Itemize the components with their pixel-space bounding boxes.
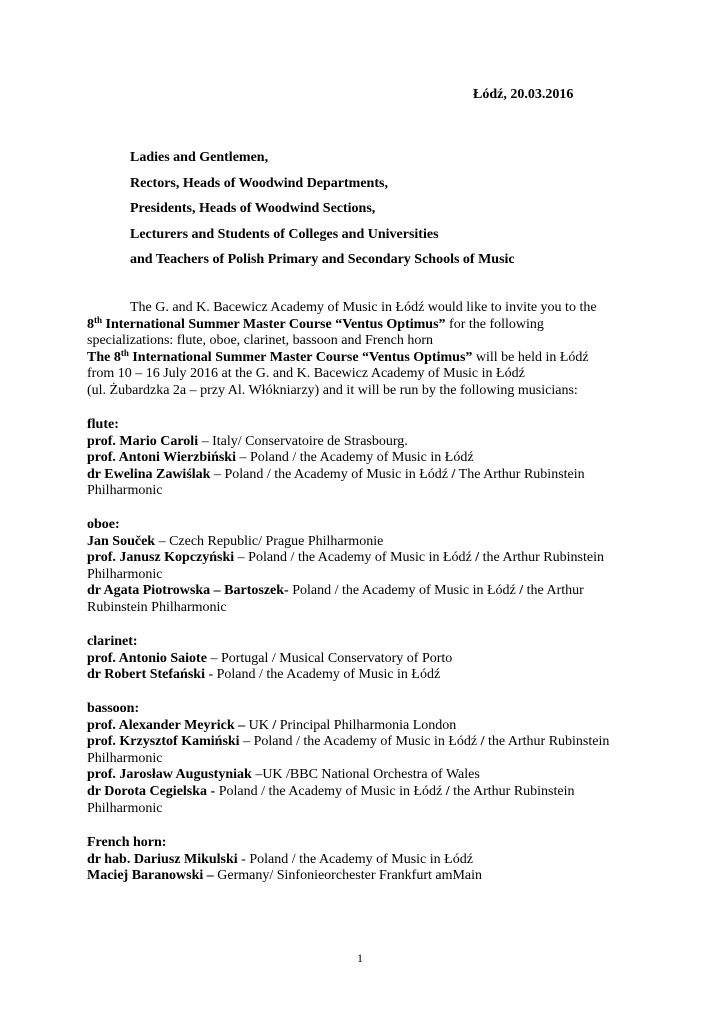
list-item [87,434,647,451]
salutation-line: Lecturers and Students of Colleges and Universities [130,226,439,242]
section-heading: French horn: [87,835,167,850]
instrument-section-clarinet [87,634,647,684]
salutation-block [130,150,515,278]
separator: / [451,466,456,482]
musician-detail: Poland / the Academy of Music in Łódź [215,783,446,799]
separator: / [519,583,524,599]
intro-text: will be held in Łódź [472,349,589,365]
list-item [87,667,647,684]
musician-name: prof. Mario Caroli [87,433,199,449]
list-item [87,550,647,583]
instrument-section-bassoon [87,701,647,817]
musician-detail: the Arthur Rubinstein Philharmonic [87,783,575,816]
musician-name: dr Ewelina Zawiślak [87,466,211,482]
list-item [87,534,647,551]
list-item [87,868,647,885]
musician-name: dr hab. Dariusz Mikulski [87,851,238,867]
musician-detail: – Poland / the Academy of Music in Łódź [235,450,474,466]
course-ordinal: The 8 [87,349,121,365]
course-ordinal: 8 [87,316,94,332]
musician-name: prof. Janusz Kopczyński [87,550,235,566]
musician-name: dr Agata Piotrowska – Bartoszek- [87,583,289,599]
course-ordinal-suffix: th [120,347,129,358]
musician-detail: The Arthur Rubinstein Philharmonic [87,466,585,499]
course-ordinal-suffix: th [94,314,103,325]
musician-name: prof. Antonio Saiote [87,650,207,666]
list-item [87,784,647,817]
intro-text: for the following [445,316,544,332]
musician-name: prof. Alexander Meyrick – [87,717,246,733]
musician-detail: – Czech Republic/ Prague Philharmonie [155,533,384,549]
salutation-line: Rectors, Heads of Woodwind Departments, [130,175,388,191]
intro-line: from 10 – 16 July 2016 at the G. and K. Bacewicz Academy of Music in Łódź [87,366,525,382]
page-number: 1 [357,951,363,965]
list-item [87,852,647,869]
musician-name: dr Dorota Cegielska - [87,783,216,799]
musician-detail: - Poland / the Academy of Music in Łódź [204,667,441,683]
musician-detail: the Arthur Rubinstein Philharmonic [87,583,584,615]
salutation-line: Presidents, Heads of Woodwind Sections, [130,201,376,216]
list-item [87,734,647,767]
letter-date: Łódź, 20.03.2016 [473,87,574,102]
list-item [87,718,647,735]
intro-line [87,314,647,334]
separator: / [475,550,480,566]
musician-detail: – Poland / the Academy of Music in Łódź [210,466,452,482]
musician-detail: – Italy/ Conservatoire de Strasbourg. [198,433,408,449]
musician-detail: –UK /BBC National Orchestra of Wales [251,767,480,783]
instrument-section-french-horn [87,835,647,885]
section-heading: clarinet: [87,634,138,649]
list-item [87,467,647,500]
musician-detail: – Portugal / Musical Conservatory of Porto [206,650,453,666]
intro-paragraph [87,300,647,400]
list-item [87,651,647,668]
section-heading: oboe: [87,517,120,532]
musician-detail: - Poland / the Academy of Music in Łódź [237,851,473,867]
musician-name: prof. Krzysztof Kamiński [87,734,240,750]
instrument-section-oboe [87,517,647,617]
musician-detail: Poland / the Academy of Music in Łódź [288,583,520,599]
musician-detail: – Poland / the Academy of Music in Łódź [234,550,476,566]
separator: / [480,734,485,750]
musician-name: Jan Souček [87,533,156,549]
musician-detail: the Arthur Rubinstein Philharmonic [87,734,610,766]
intro-line: (ul. Żubardzka 2a – przy Al. Włókniarzy) and it will be run by the following musicians: [87,382,578,398]
musician-detail: Principal Philharmonia London [276,717,457,733]
list-item [87,767,647,784]
musician-name: dr Robert Stefański [87,667,205,683]
salutation-line: and Teachers of Polish Primary and Secondary Schools of Music [130,252,515,267]
intro-line [87,347,647,367]
musician-detail: Germany/ Sinfonieorchester Frankfurt amMain [213,868,483,884]
musician-name: prof. Jarosław Augustyniak [87,767,252,783]
musician-detail: UK [245,717,273,733]
list-item [87,450,647,467]
musician-name: Maciej Baranowski – [87,868,214,884]
musician-detail: the Arthur Rubinstein Philharmonic [87,550,604,582]
musician-detail: – Poland / the Academy of Music in Łódź [239,734,481,750]
salutation-line: Ladies and Gentlemen, [130,150,269,165]
instrument-section-flute [87,417,647,500]
musician-name: prof. Antoni Wierzbiński [87,450,236,466]
intro-line: specializations: flute, oboe, clarinet, bassoon and French horn [87,333,434,349]
course-name: International Summer Master Course “Ventus Optimus” [128,349,473,365]
list-item [87,583,647,616]
course-name: International Summer Master Course “Ventus Optimus” [102,316,446,332]
intro-line: The G. and K. Bacewicz Academy of Music in Łódź would like to invite you to the [130,300,597,315]
section-heading: flute: [87,417,119,432]
separator: / [272,717,277,733]
section-heading: bassoon: [87,701,140,716]
separator: / [445,783,450,799]
